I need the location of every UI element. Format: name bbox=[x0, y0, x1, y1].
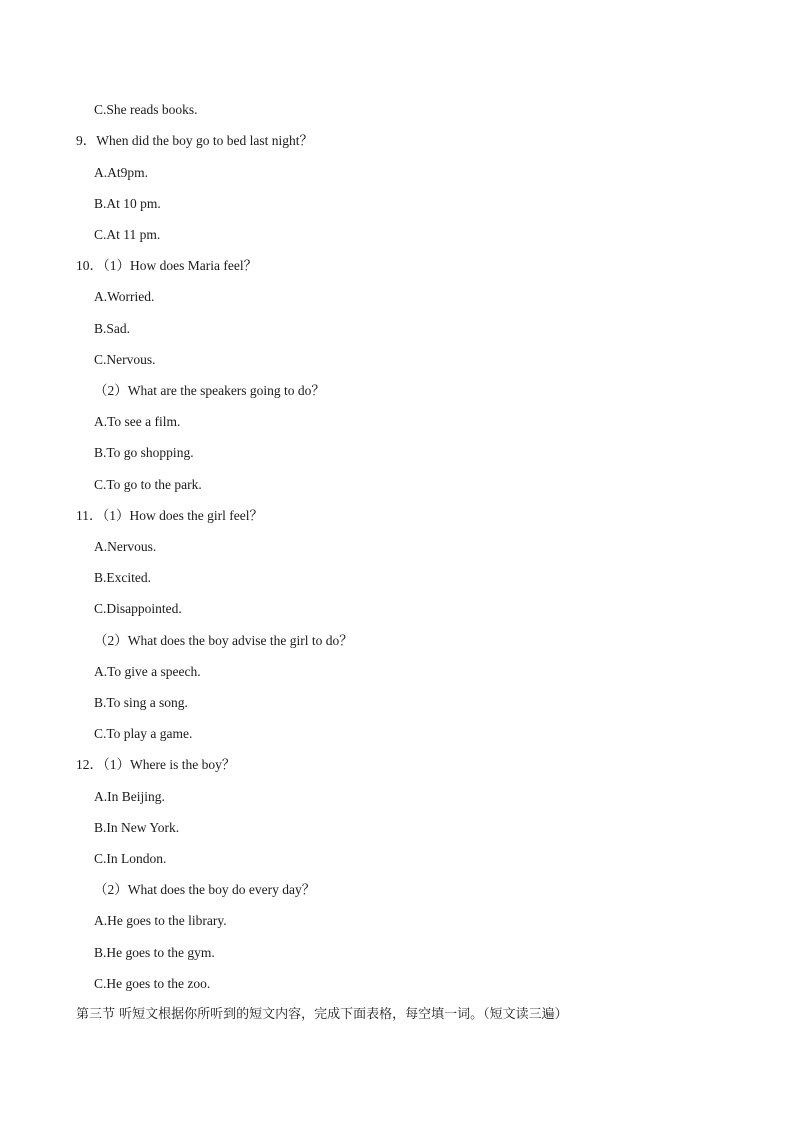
option-10-2b: B.To go shopping. bbox=[94, 445, 194, 460]
option-11-1a: A.Nervous. bbox=[94, 539, 157, 554]
question-12-2: （2）What does the boy do every day？ bbox=[94, 882, 316, 897]
option-12-2a: A.He goes to the library. bbox=[94, 913, 227, 928]
section-3-heading: 第三节 听短文根据你所听到的短文内容，完成下面表格，每空填一词。（短文读三遍） bbox=[76, 1007, 568, 1022]
option-12-2c: C.He goes to the zoo. bbox=[94, 976, 211, 991]
option-10-1c: C.Nervous. bbox=[94, 352, 156, 367]
option-9c: C.At 11 pm. bbox=[94, 227, 161, 242]
option-9a: A.At9pm. bbox=[94, 165, 148, 180]
question-11-1: 11．（1）How does the girl feel？ bbox=[76, 508, 263, 523]
option-11-1c: C.Disappointed. bbox=[94, 601, 182, 616]
option-11-2a: A.To give a speech. bbox=[94, 664, 201, 679]
option-10-1a: A.Worried. bbox=[94, 289, 155, 304]
option-10-1b: B.Sad. bbox=[94, 321, 131, 336]
option-10-2c: C.To go to the park. bbox=[94, 477, 202, 492]
option-9b: B.At 10 pm. bbox=[94, 196, 161, 211]
option-11-2b: B.To sing a song. bbox=[94, 695, 188, 710]
option-12-1c: C.In London. bbox=[94, 851, 167, 866]
option-10-2a: A.To see a film. bbox=[94, 414, 181, 429]
question-12-1: 12．（1）Where is the boy？ bbox=[76, 757, 236, 772]
question-11-2: （2）What does the boy advise the girl to do？ bbox=[94, 633, 353, 648]
option-11-2c: C.To play a game. bbox=[94, 726, 193, 741]
option-12-1b: B.In New York. bbox=[94, 820, 180, 835]
question-10-2: （2）What are the speakers going to do？ bbox=[94, 383, 325, 398]
option-12-2b: B.He goes to the gym. bbox=[94, 945, 215, 960]
option-11-1b: B.Excited. bbox=[94, 570, 151, 585]
question-10-1: 10．（1）How does Maria feel？ bbox=[76, 258, 258, 273]
option-8c: C.She reads books. bbox=[94, 102, 198, 117]
option-12-1a: A.In Beijing. bbox=[94, 789, 165, 804]
question-9: 9．When did the boy go to bed last night？ bbox=[76, 133, 313, 148]
